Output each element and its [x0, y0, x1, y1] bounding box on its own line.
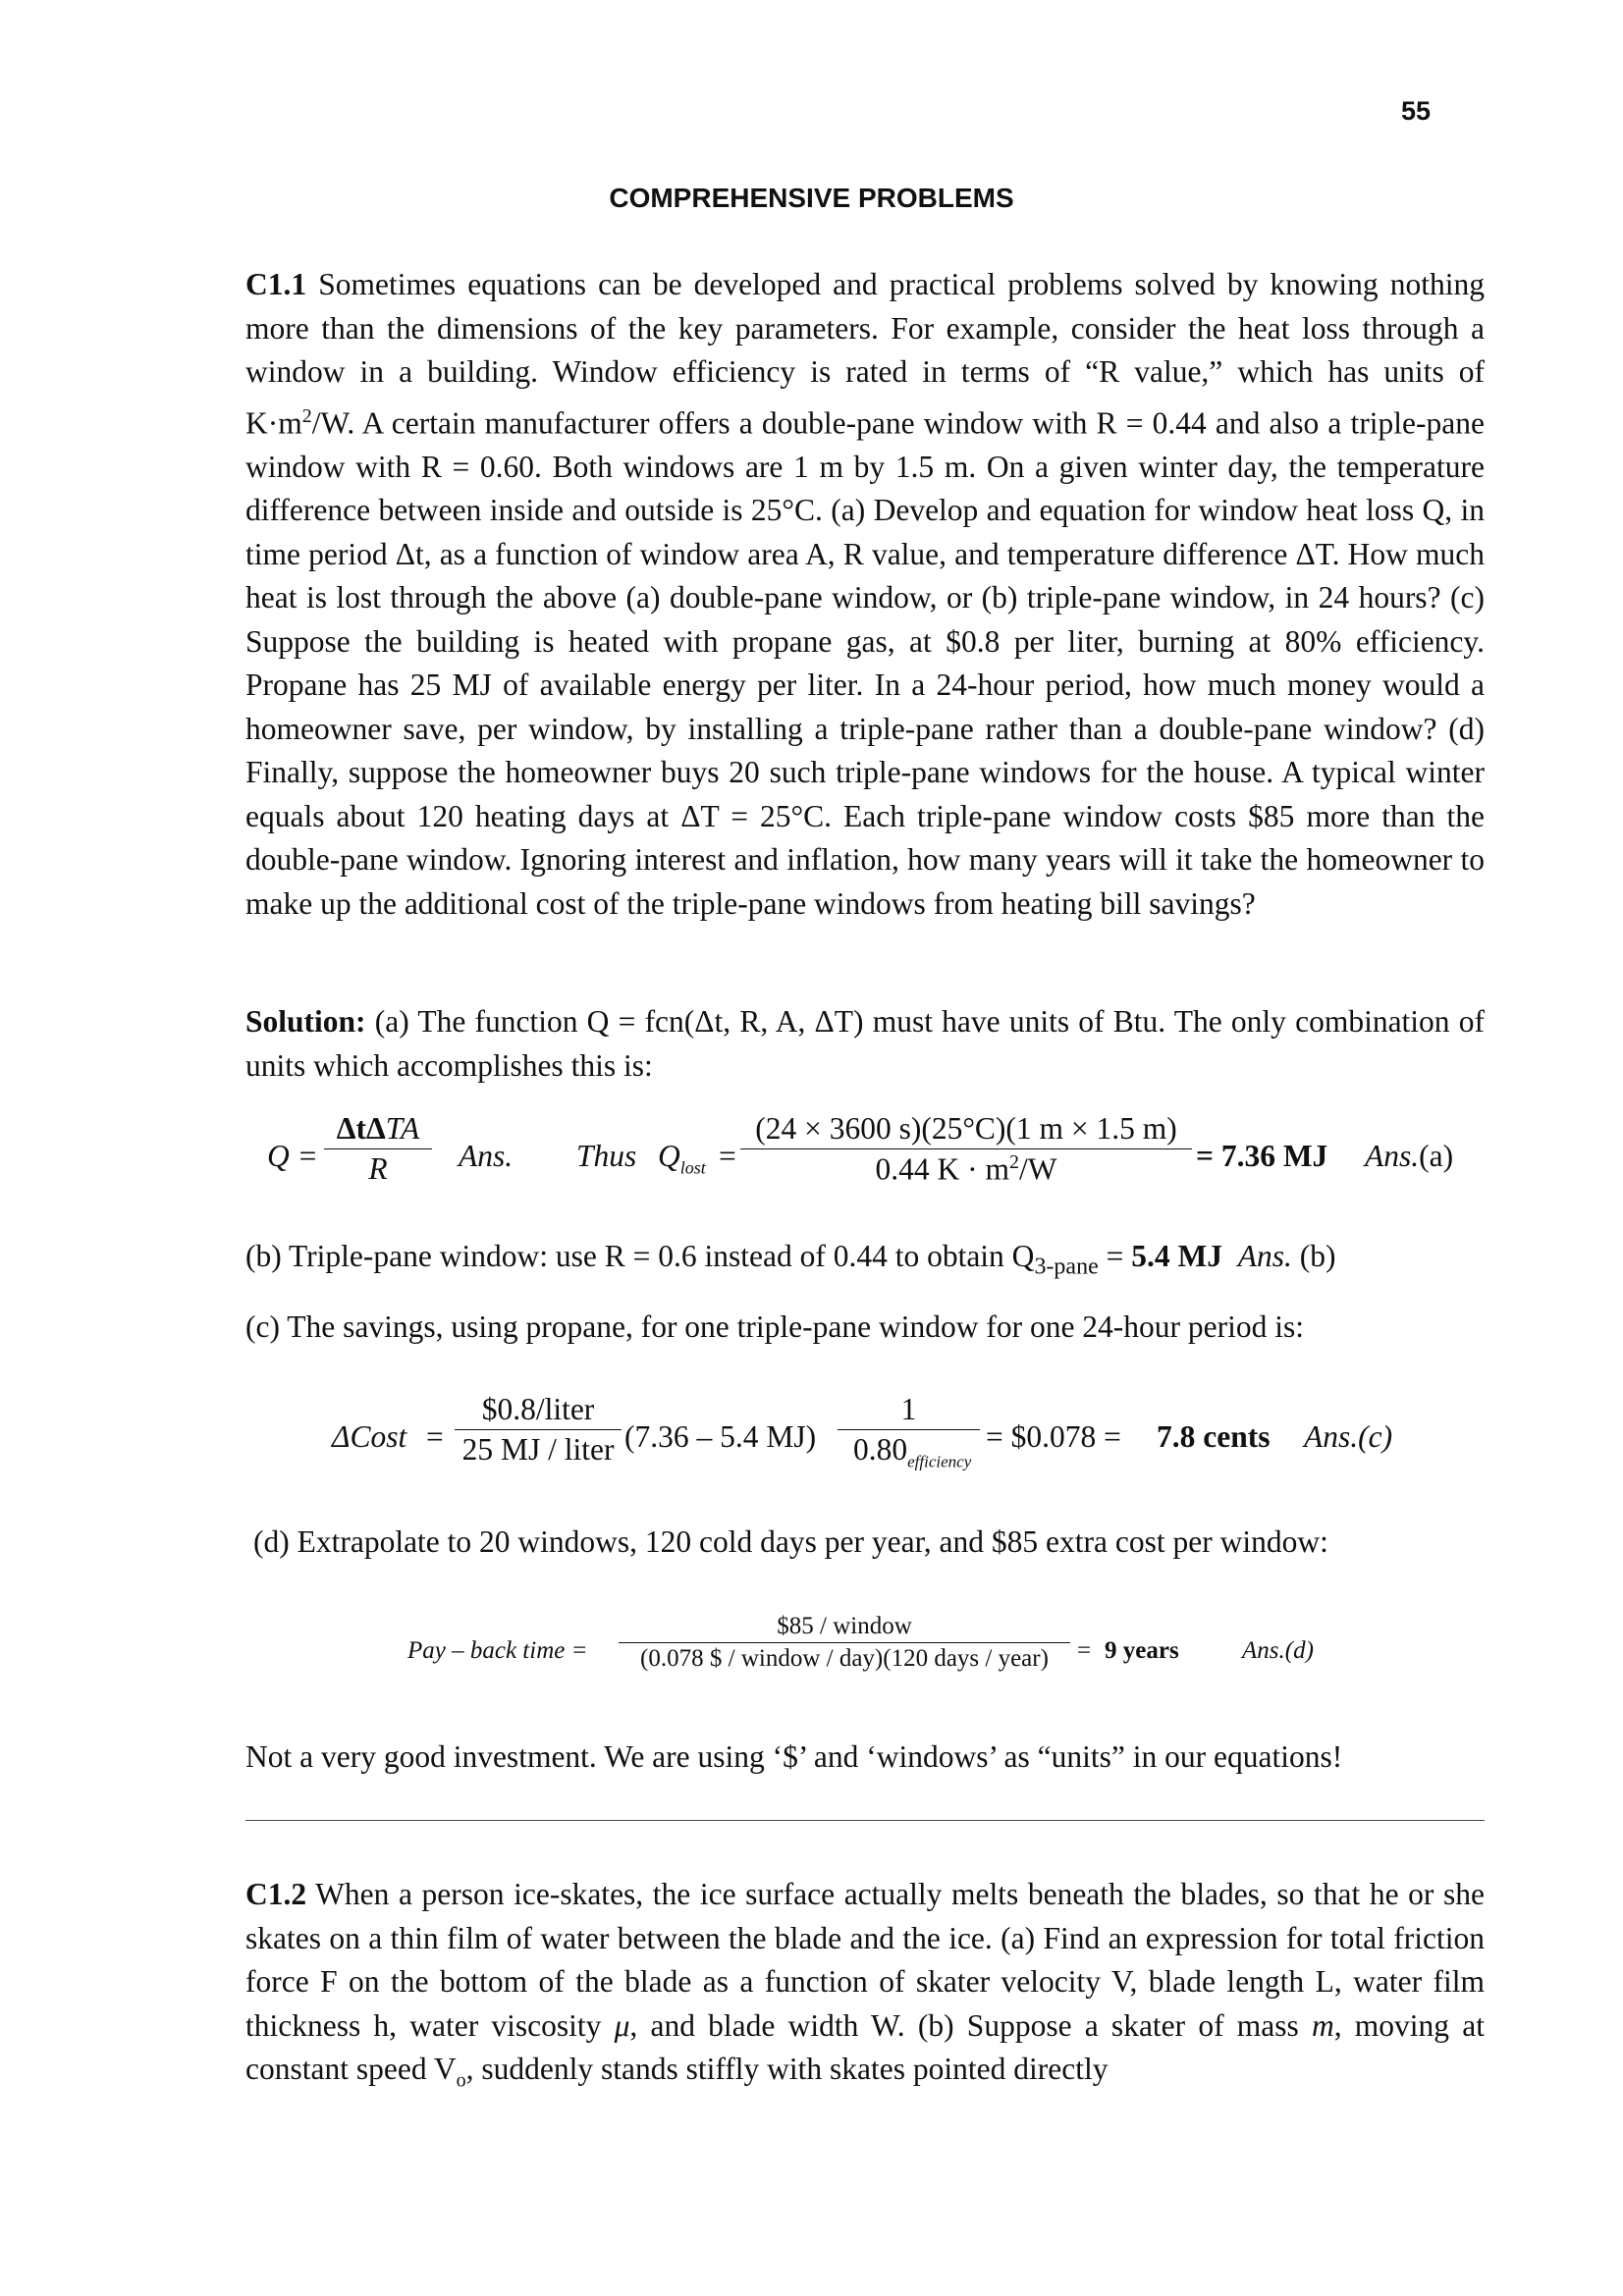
problem-label: C1.1 — [245, 267, 307, 301]
problem-label-2: C1.2 — [245, 1877, 307, 1911]
eq2-ans: Ans.(c) — [1304, 1419, 1393, 1454]
solution-text-a: (a) The function Q = fcn(Δt, R, A, ΔT) must have units of Btu. The only combination of units which accomplishes this is: — [245, 1004, 1485, 1083]
solution-intro — [245, 1000, 1485, 1088]
section-title: COMPREHENSIVE PROBLEMS — [609, 183, 1014, 213]
solution-note: Not a very good investment. We are using ‘$’ and ‘windows’ as “units” in our equations! — [245, 1739, 1343, 1774]
eq2-lhs: ΔCost — [332, 1419, 407, 1454]
problem-text: Sometimes equations can be developed and practical problems solved by knowing nothing more than the dimensions of the key parameters. For example, consider the heat loss through a window in a building. Window efficiency is rated in terms of “R value,” which has units of K·m — [245, 267, 1485, 440]
part-b-line: (b) Triple-pane window: use R = 0.6 instead of 0.44 to obtain $Q_{3-pane} = 5.4$ MJ Ans. (b) — [245, 1239, 1336, 1280]
eq1-ans: Ans. — [459, 1139, 514, 1173]
eq3-result: 9 years — [1105, 1637, 1179, 1664]
eq2-result: = $0.078 = — [986, 1419, 1121, 1454]
problem-c1-2: C1.2 When a person ice-skates, the ice surface actually melts beneath the blades, so that he or she skates on a thin film of water between the blade and the ice. (a) Find an expression for total friction force F on the bottom of the blade as a function of skater velocity V, blade length L, water film thickness h, water viscosity μ, and blade width W. (b) Suppose a skater of mass m, moving at constant speed $V_o$, suddenly stands stiffly with skates pointed directly — [245, 1877, 1485, 2092]
eq1-fraction — [324, 1111, 432, 1187]
eq1-qlost: $Q_{lost}$ — [658, 1139, 706, 1178]
eq3-numerator: $85 / window — [619, 1613, 1070, 1643]
eq2-numerator-1: $0.8/liter — [455, 1392, 622, 1430]
solution-label: Solution: — [245, 1004, 366, 1039]
eq1-fraction-2 — [740, 1111, 1192, 1188]
eq2-middle: (7.36 – 5.4 MJ) — [624, 1419, 817, 1454]
eq1-numerator-2: (24 × 3600 s)(25°C)(1 m × 1.5 m) — [740, 1111, 1192, 1149]
page-number: 55 — [1400, 96, 1431, 126]
eq1-numerator: ΔtΔTA — [324, 1111, 432, 1149]
eq1-denominator-2: 0.44 $K \cdot m^2/W$ — [875, 1151, 1057, 1187]
eq1-denominator: R — [368, 1151, 388, 1186]
eq3-lhs: Pay – back time = — [407, 1637, 588, 1664]
problem-text-cont: /W. A certain manufacturer offers a double-pane window with R = 0.44 and also a triple-pane window with R = 0.60. Both windows are 1 m by 1.5 m. On a given winter day, the temperature difference between inside and outside is 25°C. (a) Develop and equation for window heat loss Q, in time period Δt, as a function of window area A, R value, and temperature difference ΔT. How much heat is lost through the above (a) double-pane window, or (b) triple-pane window, in 24 hours? (c) Suppose the building is heated with propane gas, at $0.8 per liter, burning at 80% efficiency. Propane has 25 MJ of available energy per liter. In a 24-hour period, how much money would a homeowner save, per window, by installing a triple-pane rather than a double-pane window? (d) Finally, suppose the homeowner buys 20 such triple-pane windows for the house. A typical winter equals about 120 heating days at ΔT = 25°C. Each triple-pane window costs $85 more than the double-pane window. Ignoring interest and inflation, how many years will it take the homeowner to make up the additional cost of the triple-pane windows from heating bill savings? — [245, 405, 1485, 921]
eq1-equals: = — [719, 1139, 736, 1173]
eq3-denominator: (0.078 $ / window / day)(120 days / year) — [640, 1645, 1049, 1672]
part-d-line: (d) Extrapolate to 20 windows, 120 cold days per year, and $85 extra cost per window: — [253, 1524, 1328, 1559]
eq2-fraction-2 — [838, 1392, 980, 1471]
eq2-numerator-2: 1 — [838, 1392, 980, 1430]
section-divider — [245, 1820, 1485, 1821]
eq2-equals: = — [426, 1419, 444, 1454]
eq1-thus: Thus — [576, 1139, 637, 1173]
eq2-fraction-1 — [455, 1392, 622, 1468]
part-c-line: (c) The savings, using propane, for one triple-pane window for one 24-hour period is: — [245, 1309, 1305, 1344]
eq3-equals: = — [1077, 1637, 1092, 1664]
eq2-denominator-1: 25 MJ / liter — [461, 1432, 615, 1467]
eq1-result: = 7.36 MJ — [1196, 1139, 1328, 1173]
eq3-ans: Ans.(d) — [1242, 1637, 1314, 1664]
problem-c1-1 — [245, 263, 1485, 926]
eq3-fraction — [619, 1613, 1070, 1673]
units-superscript: 2 — [301, 404, 312, 427]
eq1-ans-part-a: Ans.(a) — [1365, 1139, 1454, 1173]
eq2-result-bold: 7.8 cents — [1157, 1419, 1271, 1454]
eq1-lhs: Q = — [267, 1139, 318, 1173]
eq2-denominator-2: $0.80_{efficiency}$ — [853, 1432, 972, 1471]
